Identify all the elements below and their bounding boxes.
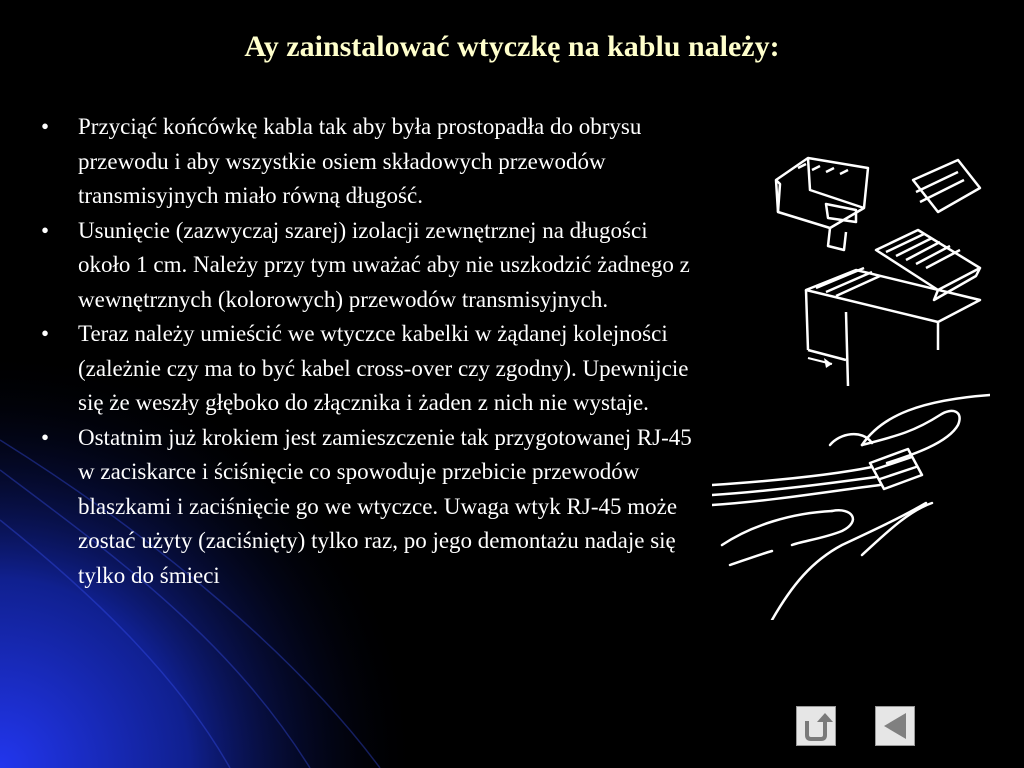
bullet-text: Usunięcie (zazwyczaj szarej) izolacji zewnętrznej na długości około 1 cm. Należy przy tym uważać aby nie uszkodzić żadnego z wewnętrznych (kolorowych) przewodów transmisyjnych. (78, 217, 690, 312)
bullet-marker: • (40, 321, 50, 346)
rj45-plug-illustration (768, 150, 988, 390)
bullet-text: Teraz należy umieścić we wtyczce kabelki w żądanej kolejności (zależnie czy ma to być kabel cross-over czy zgodny). Upewnijcie się że weszły głęboko do złącznika i żaden z nich nie wystaje. (78, 321, 689, 415)
bullet-item (30, 110, 700, 214)
return-button[interactable] (796, 706, 836, 746)
bullet-marker: • (40, 114, 50, 139)
bullet-marker: • (40, 424, 50, 450)
bullet-text: Ostatnim już krokiem jest zamieszczenie tak przygotowanej RJ-45 w zaciskarce i ściśnięcie co spowoduje przebicie przewodów blaszkami i zaciśnięcie go we wtyczce. Uwaga wtyk RJ-45 może zostać użyty (zaciśnięty) tylko raz, po jego demontażu nadaje się tylko do śmieci (78, 424, 692, 588)
previous-slide-button[interactable] (875, 706, 915, 746)
bullet-item (30, 421, 700, 594)
bullet-marker: • (40, 217, 50, 243)
bullet-text: Przyciąć końcówkę kabla tak aby była prostopadła do obrysu przewodu i aby wszystkie osiem składowych przewodów transmisyjnych miało równą długość. (78, 114, 642, 208)
return-arrow-icon (797, 707, 835, 745)
triangle-left-icon (876, 707, 914, 745)
bullet-item (30, 317, 700, 421)
bullet-list (30, 110, 700, 593)
slide-title: Ay zainstalować wtyczkę na kablu należy: (244, 30, 780, 63)
bullet-item (30, 214, 700, 318)
hand-inserting-wires-illustration (712, 385, 990, 620)
